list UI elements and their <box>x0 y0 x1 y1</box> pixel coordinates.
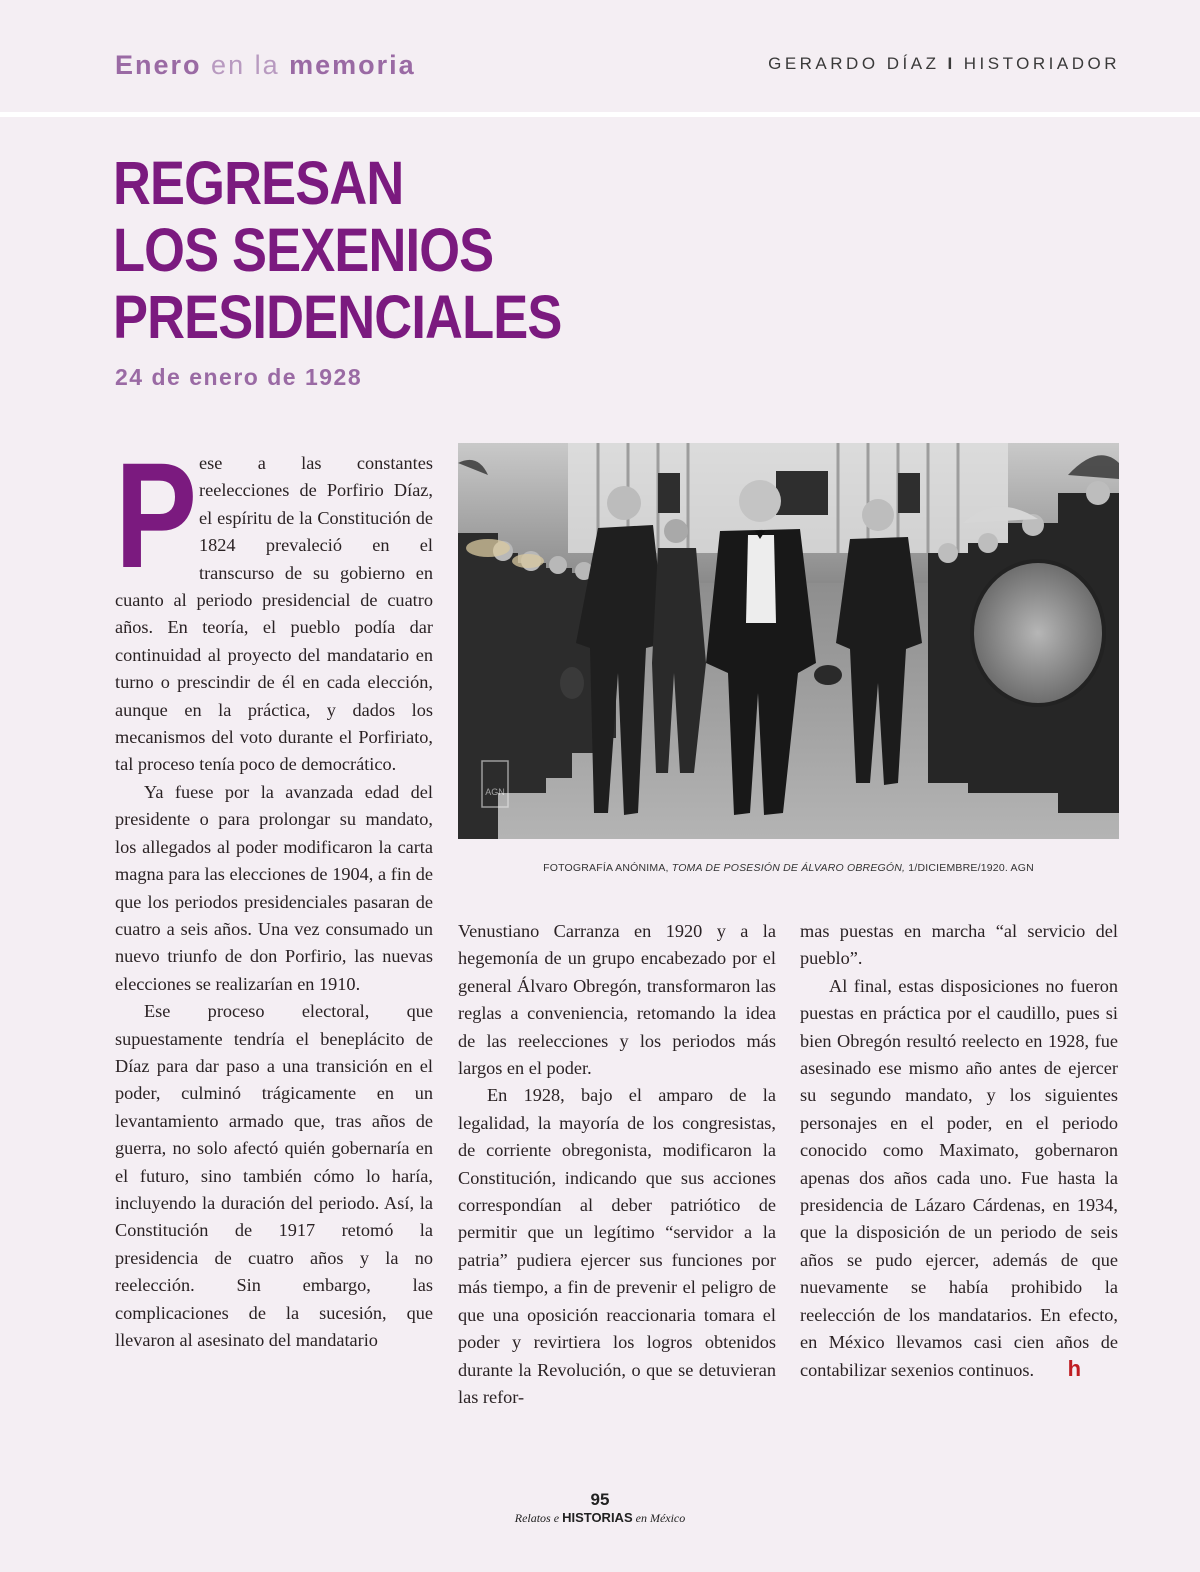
text-column-2 <box>458 918 776 1411</box>
byline-separator: I <box>947 54 956 73</box>
paragraph: mas puestas en marcha “al servicio del pueblo”. <box>800 921 1118 969</box>
title-line-3: PRESIDENCIALES <box>113 283 562 351</box>
historical-photo <box>458 443 1119 839</box>
paragraph: Ya fuese por la avanzada edad del presidente o para prolongar su mandato, los allegados al poder modificaron la carta magna para las elecciones de 1904, a fin de que los periodos presidenciales pasaran de cuatro a seis años. Una vez consumado un nuevo triunfo de don Porfirio, las nuevas elecciones se realizarían en 1910. <box>115 781 433 994</box>
paragraph: En 1928, bajo el amparo de la legalidad, la mayoría de los congresistas, de corriente obregonista, modificaron la Constitución, indicando que sus acciones correspondían al deber patriótico de permitir que un legítimo “servidor a la patria” pudiera ejercer sus funciones por más tiempo, a fin de prevenir el peligro de que una oposición reaccionaria tomara el poder y revirtiera los logros obtenidos durante la Revolución, o que se detuvieran las refor- <box>458 1085 776 1407</box>
caption-title: TOMA DE POSESIÓN DE ÁLVARO OBREGÓN, <box>671 862 906 874</box>
article-title <box>113 150 629 351</box>
author-name: GERARDO DÍAZ <box>768 54 940 73</box>
caption-prefix: FOTOGRAFÍA ANÓNIMA, <box>543 862 669 874</box>
page-footer <box>0 1490 1200 1526</box>
paragraph: ese a las constantes reelecciones de Porfirio Díaz, el espíritu de la Constitución de 1824 prevaleció en el transcurso de su gobierno en cuanto al periodo presidencial de cuatro años. En teoría, el pueblo podía dar continuidad al proyecto del mandatario en turno o prescindir de él en cada elección, aunque en la práctica, y dados los mecanismos del voto durante el Porfiriato, tal proceso tenía poco de democrático. <box>115 453 433 775</box>
magazine-name-part1: Relatos e <box>514 1511 560 1525</box>
text-column-3 <box>800 918 1118 1384</box>
paragraph: Ese proceso electoral, que supuestamente tendría el beneplácito de Díaz para dar paso a una transición en el poder, culminó trágicamente en un levantamiento armado que, tras años de guerra, no solo afectó quién gobernaría en el futuro, sino también cómo lo haría, incluyendo la duración del periodo. Así, la Constitución de 1917 retomó la presidencia de cuatro años y la no reelección. Sin embargo, las complicaciones de la sucesión, que llevaron al asesinato del mandatario <box>115 1001 433 1350</box>
title-line-1: REGRESAN <box>113 149 404 217</box>
photo-caption <box>458 862 1119 874</box>
section-tag <box>115 50 416 81</box>
header-divider <box>0 112 1200 117</box>
section-word-memoria: memoria <box>289 50 416 80</box>
paragraph-text: Al final, estas disposiciones no fueron puestas en práctica por el caudillo, pues si bien Obregón resultó reelecto en 1928, fue asesinado ese mismo año antes de ejercer su segundo mandato, y los siguientes personajes en el poder, en el periodo conocido como Maximato, gobernaron apenas dos años cada uno. Fue hasta la presidencia de Lázaro Cárdenas, en 1934, que la disposición de un periodo de seis años se pudo ejercer, además de que nuevamente se había prohibido la reelección de los mandatarios. En efecto, en México llevamos casi cien años de contabilizar sexenios continuos. <box>800 975 1118 1380</box>
magazine-name-part3: en México <box>635 1511 686 1525</box>
page-number: 95 <box>590 1490 610 1509</box>
paragraph: Venustiano Carranza en 1920 y a la hegemonía de un grupo encabezado por el general Álvaro Obregón, transformaron las reglas a conveniencia, retomando la idea de las reelecciones y los periodos más largos en el poder. <box>458 921 776 1079</box>
article-date: 24 de enero de 1928 <box>115 364 363 390</box>
author-byline <box>768 54 1120 74</box>
caption-suffix: 1/DICIEMBRE/1920. AGN <box>908 862 1034 874</box>
agn-watermark: AGN <box>485 787 505 797</box>
title-line-2: LOS SEXENIOS <box>113 216 494 284</box>
end-mark-icon: h <box>1067 1355 1082 1381</box>
magazine-name-part2: HISTORIAS <box>562 1510 633 1525</box>
drop-cap: P <box>115 431 198 599</box>
text-column-1 <box>115 431 433 1354</box>
magazine-name <box>0 1510 1200 1526</box>
section-word-enero: Enero <box>115 50 202 80</box>
paragraph-final <box>800 973 1118 1384</box>
author-role: HISTORIADOR <box>963 54 1120 73</box>
section-word-en-la: en la <box>211 50 280 80</box>
